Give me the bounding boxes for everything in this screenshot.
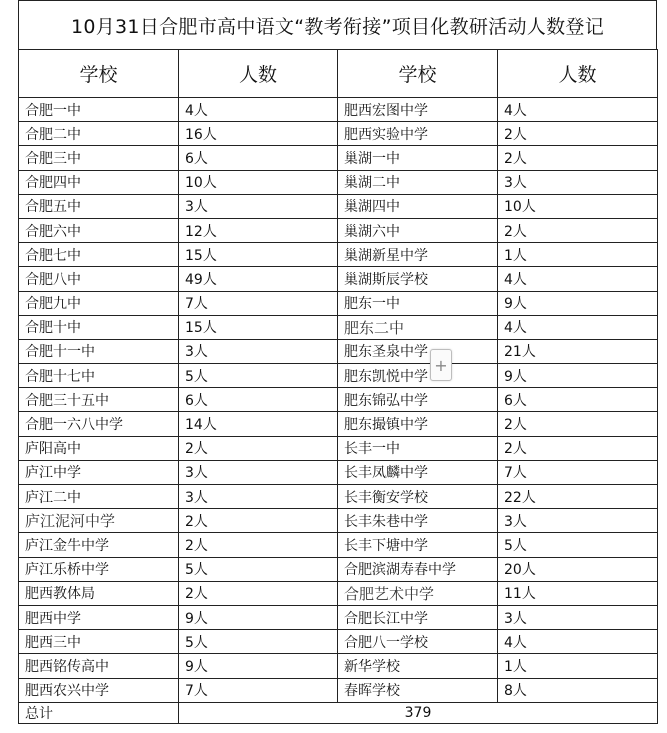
school-cell: 巢湖斯辰学校 xyxy=(338,267,498,291)
count-cell: 14人 xyxy=(179,412,338,436)
plus-icon[interactable]: + xyxy=(430,349,452,381)
count-cell: 4人 xyxy=(498,315,658,339)
header-count-left: 人数 xyxy=(179,50,338,98)
school-cell: 合肥十中 xyxy=(19,315,179,339)
count-cell: 3人 xyxy=(498,605,658,629)
count-cell: 3人 xyxy=(179,485,338,509)
count-cell: 10人 xyxy=(179,170,338,194)
school-cell: 长丰衡安学校 xyxy=(338,485,498,509)
school-cell: 合肥一六八中学 xyxy=(19,412,179,436)
table-row xyxy=(19,654,658,678)
count-cell: 49人 xyxy=(179,267,338,291)
count-cell: 12人 xyxy=(179,218,338,242)
count-cell: 20人 xyxy=(498,557,658,581)
school-cell: 巢湖新星中学 xyxy=(338,243,498,267)
school-cell: 合肥三中 xyxy=(19,146,179,170)
count-cell: 3人 xyxy=(179,460,338,484)
school-cell: 肥西中学 xyxy=(19,605,179,629)
school-cell: 巢湖一中 xyxy=(338,146,498,170)
count-cell: 3人 xyxy=(179,339,338,363)
count-cell: 3人 xyxy=(498,509,658,533)
header-row xyxy=(19,50,658,98)
table-row xyxy=(19,98,658,122)
count-cell: 9人 xyxy=(498,364,658,388)
school-cell: 合肥十七中 xyxy=(19,364,179,388)
school-cell: 合肥七中 xyxy=(19,243,179,267)
count-cell: 3人 xyxy=(498,170,658,194)
school-cell: 庐江二中 xyxy=(19,485,179,509)
school-cell: 庐江乐桥中学 xyxy=(19,557,179,581)
table-row xyxy=(19,412,658,436)
school-cell: 新华学校 xyxy=(338,654,498,678)
count-cell: 7人 xyxy=(179,678,338,702)
table-row xyxy=(19,678,658,702)
table-row xyxy=(19,509,658,533)
school-cell: 肥东一中 xyxy=(338,291,498,315)
school-cell: 巢湖二中 xyxy=(338,170,498,194)
school-cell: 巢湖六中 xyxy=(338,218,498,242)
table-row xyxy=(19,581,658,605)
count-cell: 4人 xyxy=(498,98,658,122)
school-cell: 合肥六中 xyxy=(19,218,179,242)
count-cell: 15人 xyxy=(179,243,338,267)
school-cell: 庐江中学 xyxy=(19,460,179,484)
count-cell: 15人 xyxy=(179,315,338,339)
school-cell: 肥西农兴中学 xyxy=(19,678,179,702)
school-cell: 长丰一中 xyxy=(338,436,498,460)
count-cell: 7人 xyxy=(498,460,658,484)
table-body xyxy=(19,98,658,703)
school-cell: 庐江金牛中学 xyxy=(19,533,179,557)
school-cell: 长丰下塘中学 xyxy=(338,533,498,557)
table-row xyxy=(19,339,658,363)
count-cell: 5人 xyxy=(179,364,338,388)
count-cell: 22人 xyxy=(498,485,658,509)
table-row xyxy=(19,388,658,412)
count-cell: 9人 xyxy=(179,605,338,629)
table-row xyxy=(19,460,658,484)
table-row xyxy=(19,485,658,509)
table-row xyxy=(19,146,658,170)
school-cell: 合肥八一学校 xyxy=(338,630,498,654)
count-cell: 4人 xyxy=(498,630,658,654)
count-cell: 16人 xyxy=(179,122,338,146)
school-cell: 肥西实验中学 xyxy=(338,122,498,146)
school-cell: 肥西宏图中学 xyxy=(338,98,498,122)
count-cell: 2人 xyxy=(498,122,658,146)
count-cell: 2人 xyxy=(498,146,658,170)
count-cell: 6人 xyxy=(498,388,658,412)
count-cell: 2人 xyxy=(179,509,338,533)
count-cell: 6人 xyxy=(179,146,338,170)
table-title: 10月31日合肥市高中语文“教考衔接”项目化教研活动人数登记 xyxy=(18,0,657,49)
school-cell: 长丰凤麟中学 xyxy=(338,460,498,484)
count-cell: 2人 xyxy=(498,436,658,460)
table-row xyxy=(19,533,658,557)
table-row xyxy=(19,364,658,388)
school-cell: 肥东凯悦中学 xyxy=(338,364,498,388)
count-cell: 2人 xyxy=(498,412,658,436)
registration-table xyxy=(18,49,658,724)
count-cell: 2人 xyxy=(179,581,338,605)
school-cell: 合肥一中 xyxy=(19,98,179,122)
count-cell: 11人 xyxy=(498,581,658,605)
table-row xyxy=(19,557,658,581)
school-cell: 肥东锦弘中学 xyxy=(338,388,498,412)
school-cell: 合肥长江中学 xyxy=(338,605,498,629)
school-cell: 合肥九中 xyxy=(19,291,179,315)
total-value: 379 xyxy=(179,702,658,723)
school-cell: 肥东二中 xyxy=(338,315,498,339)
table-row xyxy=(19,122,658,146)
count-cell: 21人 xyxy=(498,339,658,363)
count-cell: 4人 xyxy=(179,98,338,122)
school-cell: 肥西教体局 xyxy=(19,581,179,605)
header-school-left: 学校 xyxy=(19,50,179,98)
school-cell: 庐江泥河中学 xyxy=(19,509,179,533)
school-cell: 合肥二中 xyxy=(19,122,179,146)
count-cell: 5人 xyxy=(179,630,338,654)
count-cell: 1人 xyxy=(498,243,658,267)
table-row xyxy=(19,243,658,267)
table-row xyxy=(19,194,658,218)
table-row xyxy=(19,291,658,315)
school-cell: 合肥十一中 xyxy=(19,339,179,363)
school-cell: 合肥八中 xyxy=(19,267,179,291)
count-cell: 2人 xyxy=(498,218,658,242)
school-cell: 合肥三十五中 xyxy=(19,388,179,412)
school-cell: 长丰朱巷中学 xyxy=(338,509,498,533)
school-cell: 合肥滨湖寿春中学 xyxy=(338,557,498,581)
total-label: 总计 xyxy=(19,702,179,723)
count-cell: 7人 xyxy=(179,291,338,315)
header-school-right: 学校 xyxy=(338,50,498,98)
table-row xyxy=(19,605,658,629)
count-cell: 10人 xyxy=(498,194,658,218)
count-cell: 2人 xyxy=(179,533,338,557)
count-cell: 3人 xyxy=(179,194,338,218)
count-cell: 5人 xyxy=(498,533,658,557)
table-row xyxy=(19,315,658,339)
count-cell: 4人 xyxy=(498,267,658,291)
header-count-right: 人数 xyxy=(498,50,658,98)
school-cell: 合肥艺术中学 xyxy=(338,581,498,605)
count-cell: 6人 xyxy=(179,388,338,412)
table-row xyxy=(19,630,658,654)
count-cell: 9人 xyxy=(498,291,658,315)
school-cell: 巢湖四中 xyxy=(338,194,498,218)
school-cell: 合肥四中 xyxy=(19,170,179,194)
school-cell: 肥东圣泉中学 xyxy=(338,339,498,363)
school-cell: 春晖学校 xyxy=(338,678,498,702)
count-cell: 2人 xyxy=(179,436,338,460)
school-cell: 肥东撮镇中学 xyxy=(338,412,498,436)
total-row xyxy=(19,702,658,723)
table-row xyxy=(19,436,658,460)
school-cell: 肥西铭传高中 xyxy=(19,654,179,678)
count-cell: 8人 xyxy=(498,678,658,702)
table-row xyxy=(19,170,658,194)
count-cell: 1人 xyxy=(498,654,658,678)
count-cell: 9人 xyxy=(179,654,338,678)
registration-table-sheet xyxy=(18,0,657,724)
school-cell: 肥西三中 xyxy=(19,630,179,654)
school-cell: 庐阳高中 xyxy=(19,436,179,460)
school-cell: 合肥五中 xyxy=(19,194,179,218)
count-cell: 5人 xyxy=(179,557,338,581)
table-row xyxy=(19,267,658,291)
table-row xyxy=(19,218,658,242)
